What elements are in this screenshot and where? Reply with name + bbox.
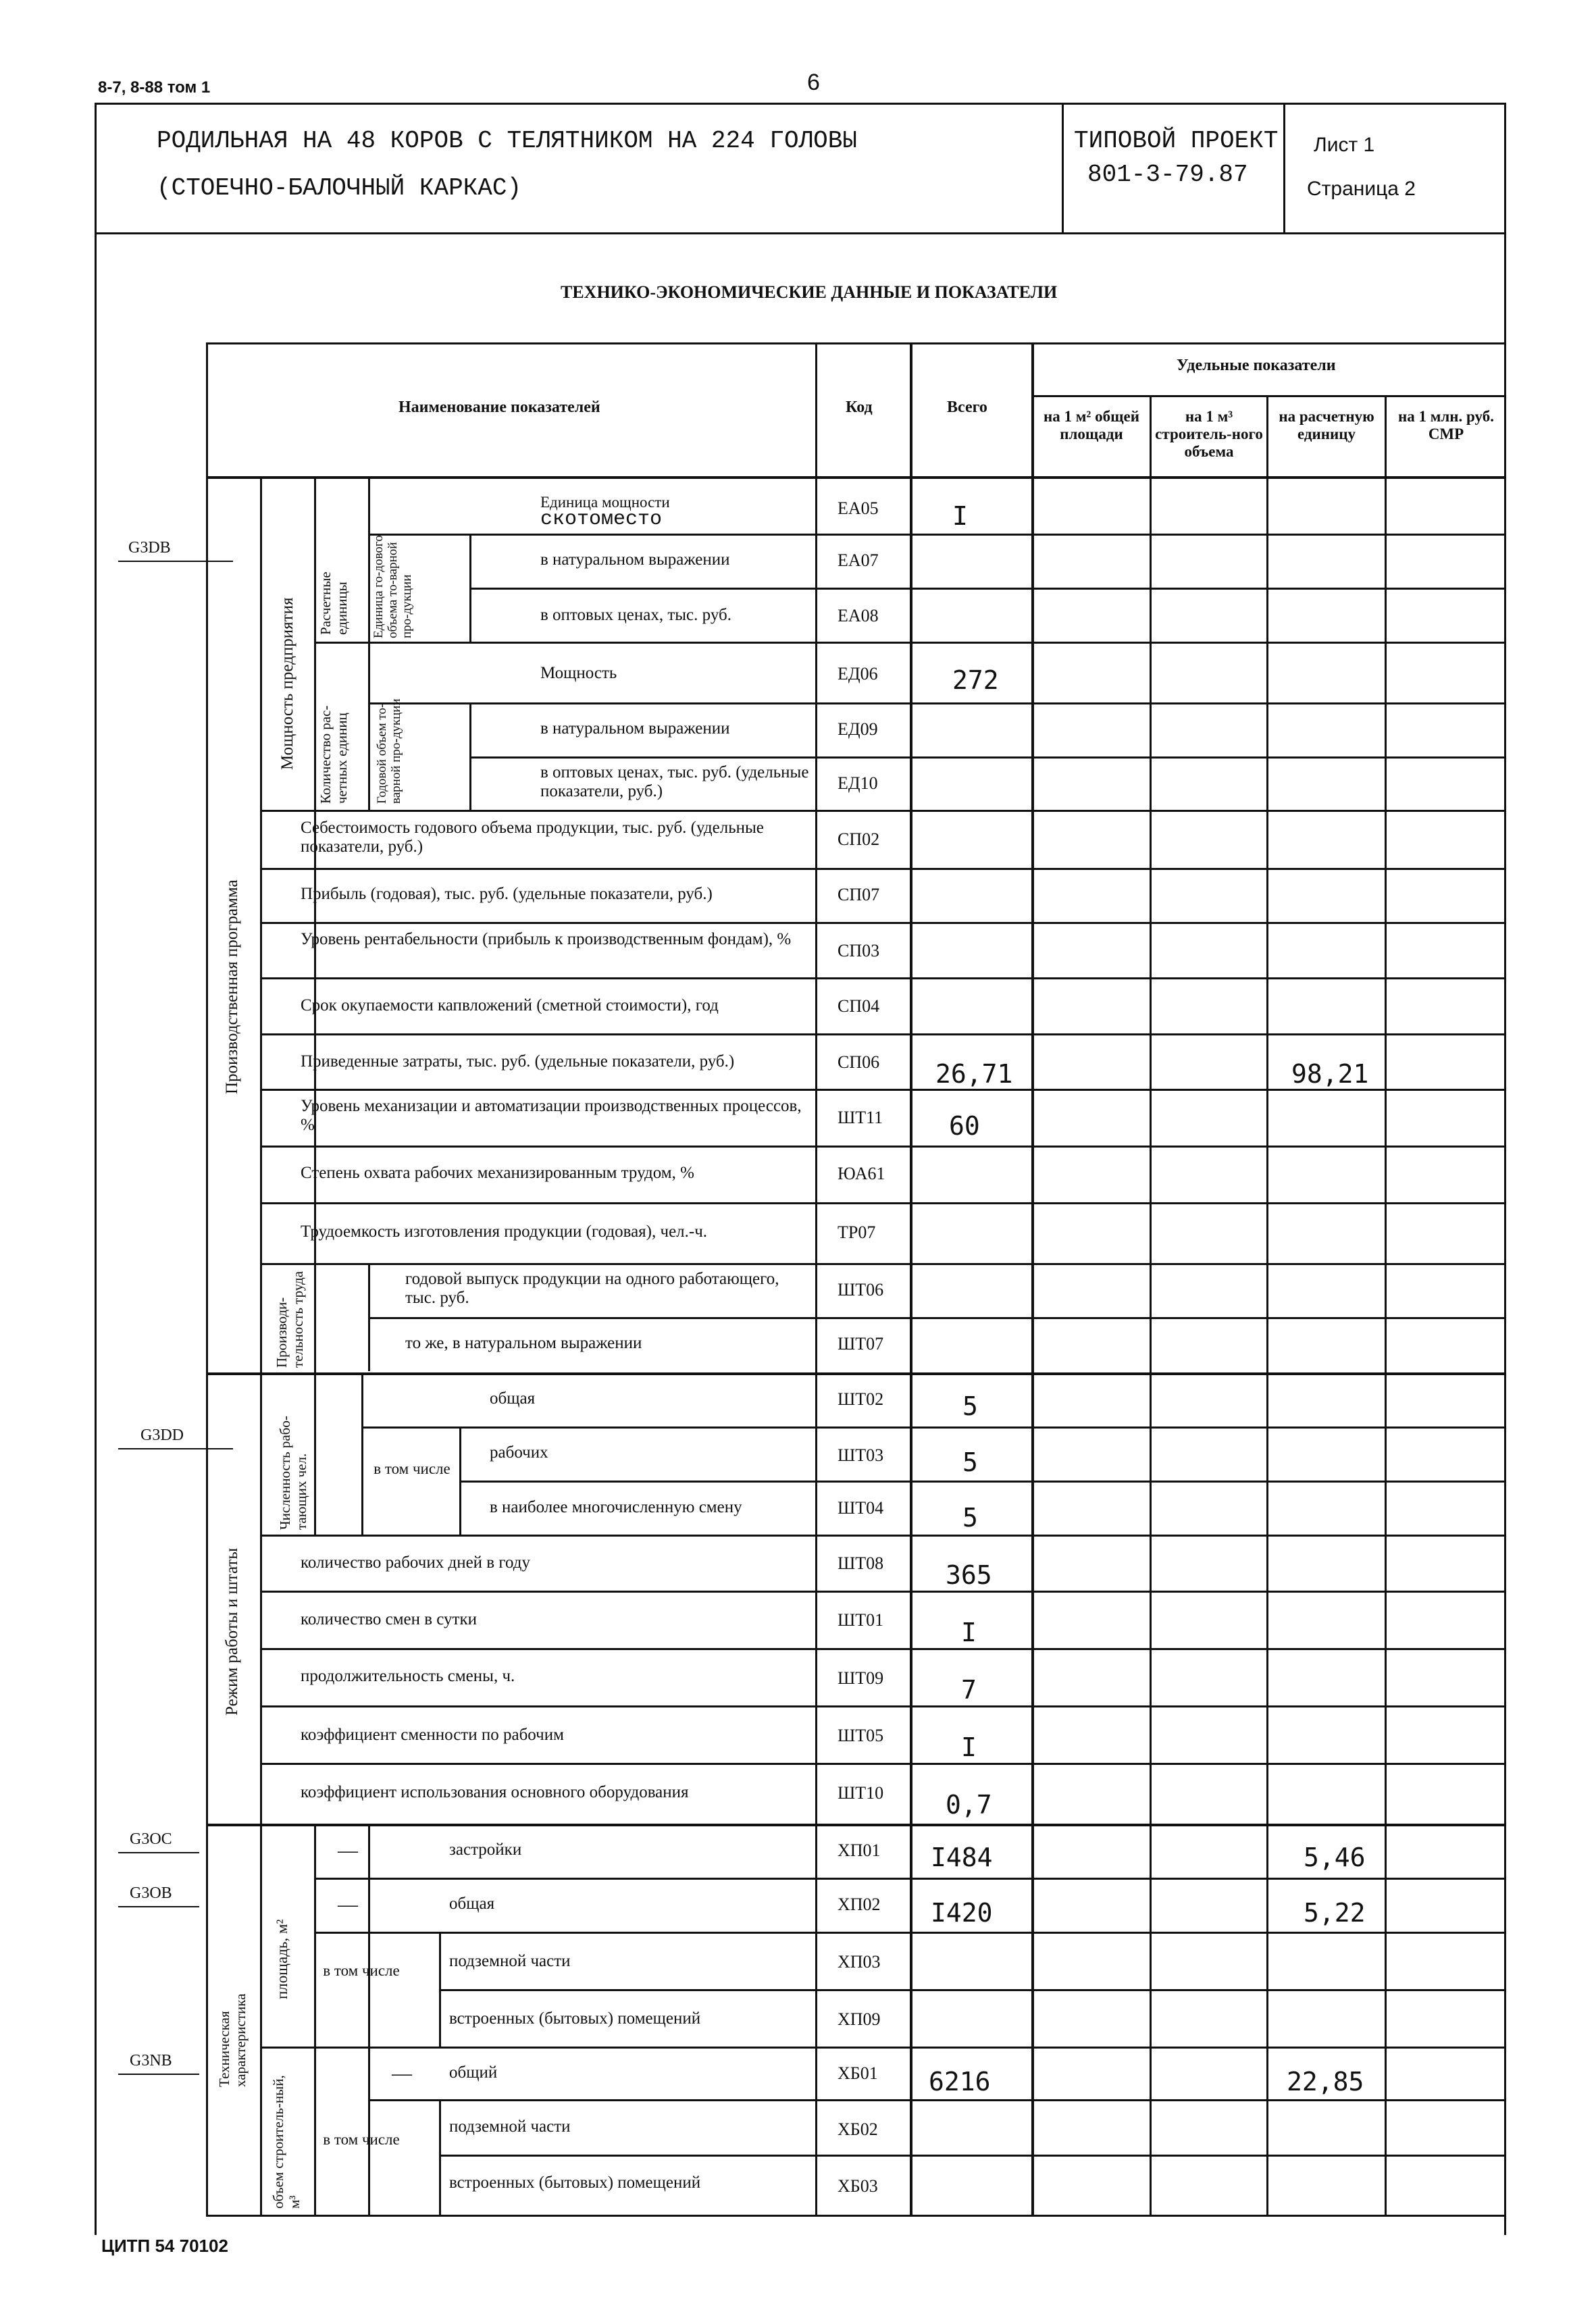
row-total: 0,7	[946, 1790, 992, 1820]
col-per-m2-header: на 1 м² общей площади	[1044, 408, 1139, 442]
row-code: ШТ08	[838, 1553, 884, 1573]
row-code: ЕД09	[838, 719, 878, 739]
row-code: ШТ10	[838, 1783, 884, 1803]
row-total: I420	[931, 1898, 993, 1928]
row-label: Единица мощности	[540, 494, 670, 511]
row-code: ШТ11	[838, 1108, 883, 1127]
row-label: в оптовых ценах, тыс. руб.	[540, 606, 731, 624]
row-label: Приведенные затраты, тыс. руб. (удельные показатели, руб.)	[301, 1052, 735, 1071]
row-code: ХБ03	[838, 2176, 878, 2196]
row-label: встроенных (бытовых) помещений	[449, 2174, 701, 2192]
row-label: коэффициент сменности по рабочим	[301, 1726, 564, 1744]
group-annual-volume-unit: Единица го-дового объема то-варной про-дукции	[371, 535, 414, 638]
col-name-header: Наименование показателей	[398, 398, 600, 416]
col-per-m3-header: на 1 м³ строитель-ного объема	[1155, 408, 1263, 460]
margin-code-g3db: G3DB	[128, 539, 171, 557]
row-code: СП07	[838, 885, 880, 904]
row-label: общая	[490, 1389, 536, 1408]
row-code: ХБ01	[838, 2063, 878, 2083]
row-per-unit: 5,46	[1304, 1843, 1366, 1872]
dash-marker: —	[338, 1839, 358, 1861]
page-number: 6	[807, 70, 820, 95]
margin-code-g3ob: G3OB	[130, 1884, 172, 1902]
series-label: 8-7, 8-88 том 1	[98, 78, 211, 97]
page-label: Страница 2	[1307, 178, 1416, 200]
row-total: 60	[949, 1111, 980, 1141]
project-number: 801-3-79.87	[1087, 161, 1248, 188]
row-code: СП06	[838, 1052, 880, 1072]
row-label: подземной части	[449, 1952, 571, 1970]
group-production-program: Производственная программа	[223, 879, 241, 1094]
row-code: СП04	[838, 996, 880, 1016]
group-tech-char: Техническая характеристика	[216, 1993, 249, 2087]
footer-code: ЦИТП 54 70102	[101, 2236, 228, 2256]
row-code: ЕД10	[838, 773, 878, 793]
row-total: I	[952, 501, 968, 531]
group-enterprise-capacity: Мощность предприятия	[278, 597, 297, 770]
row-label: Степень охвата рабочих механизированным трудом, %	[301, 1164, 694, 1182]
dash-marker: —	[392, 2062, 412, 2084]
row-label: Уровень рентабельности (прибыль к производственным фондам), %	[301, 930, 792, 948]
row-label: застройки	[449, 1841, 522, 1859]
group-annual-volume: Годовой объем то-варной про-дукции	[375, 698, 403, 804]
row-total: 5	[962, 1503, 978, 1533]
row-total: 7	[961, 1675, 977, 1705]
row-label: то же, в натуральном выражении	[405, 1334, 642, 1352]
dash-marker: —	[338, 1893, 358, 1916]
row-code: ШТ02	[838, 1389, 884, 1409]
row-code: ХП01	[838, 1841, 881, 1860]
row-total: 5	[962, 1447, 978, 1477]
row-per-unit: 5,22	[1304, 1898, 1366, 1928]
margin-code-g3dd: G3DD	[140, 1426, 184, 1444]
row-total: 26,71	[935, 1059, 1013, 1089]
row-label: в наиболее многочисленную смену	[490, 1498, 742, 1516]
group-num-calc-units: Количество рас-четных единиц	[317, 705, 350, 804]
row-label: Трудоемкость изготовления продукции (годовая), чел.-ч.	[301, 1223, 708, 1241]
row-label: продолжительность смены, ч.	[301, 1667, 515, 1685]
col-per-unit-header: на расчетную единицу	[1279, 408, 1374, 442]
row-label: Себестоимость годового объема продукции, тыс. руб. (удельные показатели, руб.)	[301, 819, 764, 856]
row-code: ШТ05	[838, 1726, 884, 1745]
row-label: подземной части	[449, 2117, 571, 2136]
row-code: СП02	[838, 829, 880, 849]
row-label: Срок окупаемости капвложений (сметной стоимости), год	[301, 996, 719, 1014]
row-label: Уровень механизации и автоматизации производственных процессов, %	[301, 1097, 802, 1134]
incl-label-volume: в том числе	[323, 2131, 400, 2148]
group-num-workers: Численность рабо-тающих чел.	[277, 1416, 309, 1530]
row-label: Мощность	[540, 664, 617, 682]
col-code-header: Код	[846, 398, 873, 416]
row-total: I	[961, 1732, 977, 1762]
row-label: в оптовых ценах, тыс. руб. (удельные показатели, руб.)	[540, 763, 809, 800]
row-code: ШТ03	[838, 1445, 884, 1465]
table-title: ТЕХНИКО-ЭКОНОМИЧЕСКИЕ ДАННЫЕ И ПОКАЗАТЕЛИ	[561, 282, 1058, 302]
header-box	[95, 103, 1506, 234]
row-code: ХП02	[838, 1895, 881, 1914]
row-code: ХБ02	[838, 2119, 878, 2139]
row-label: годовой выпуск продукции на одного работающего, тыс. руб.	[405, 1270, 779, 1307]
row-code: ЕА05	[838, 498, 879, 518]
col-total-header: Всего	[947, 398, 987, 416]
group-labor-productivity: Производи-тельность труда	[274, 1271, 306, 1368]
project-label: ТИПОВОЙ ПРОЕКТ	[1074, 127, 1279, 155]
row-label: количество рабочих дней в году	[301, 1553, 530, 1572]
row-code: ШТ09	[838, 1668, 884, 1688]
group-area: площадь, м²	[274, 1919, 290, 1999]
group-work-mode: Режим работы и штаты	[223, 1547, 241, 1716]
doc-title-line1: РОДИЛЬНАЯ НА 48 КОРОВ С ТЕЛЯТНИКОМ НА 224 ГОЛОВЫ	[157, 127, 857, 155]
group-calc-units: Расчетные единицы	[317, 571, 350, 635]
row-label: количество смен в сутки	[301, 1610, 478, 1628]
row-label: в натуральном выражении	[540, 550, 730, 569]
row-code: ЕД06	[838, 664, 878, 684]
group-volume: объем строитель-ный, м³	[270, 2075, 303, 2209]
row-label: Прибыль (годовая), тыс. руб. (удельные показатели, руб.)	[301, 885, 713, 903]
row-label: встроенных (бытовых) помещений	[449, 2009, 701, 2028]
row-code: ХП03	[838, 1952, 881, 1972]
row-per-unit: 98,21	[1291, 1059, 1369, 1089]
col-specific-header: Удельные показатели	[1177, 357, 1336, 374]
row-code: ЕА07	[838, 550, 879, 570]
sheet-label: Лист 1	[1314, 134, 1375, 156]
row-code: ТР07	[838, 1223, 876, 1242]
incl-label-workers: в том числе	[374, 1460, 451, 1477]
row-code: ШТ04	[838, 1498, 884, 1518]
row-code: СП03	[838, 941, 880, 960]
row-total: I484	[931, 1843, 993, 1872]
row-code: ШТ07	[838, 1334, 884, 1354]
margin-code-g3oc: G3OC	[130, 1830, 172, 1848]
row-total: I	[961, 1618, 977, 1647]
row-total: 6216	[929, 2067, 991, 2097]
row-per-unit: 22,85	[1287, 2067, 1364, 2097]
incl-label-area: в том числе	[323, 1962, 400, 1979]
row-total: 5	[962, 1391, 978, 1421]
row-label: общая	[449, 1895, 495, 1913]
row-label: общий	[449, 2063, 498, 2082]
row-code: ЕА08	[838, 606, 879, 625]
doc-title-line2: (СТОЕЧНО-БАЛОЧНЫЙ КАРКАС)	[157, 174, 522, 202]
row-total: 365	[946, 1560, 992, 1590]
col-per-mln-header: на 1 млн. руб. СМР	[1397, 408, 1494, 442]
margin-code-g3nb: G3NB	[130, 2052, 172, 2069]
row-code: ШТ01	[838, 1610, 884, 1630]
row-code: ЮА61	[838, 1164, 885, 1183]
row-total: 272	[952, 665, 999, 695]
row-sublabel: скотоместо	[540, 508, 663, 531]
row-code: ХП09	[838, 2009, 881, 2029]
row-label: рабочих	[490, 1443, 548, 1462]
row-label: в натуральном выражении	[540, 719, 730, 738]
row-code: ШТ06	[838, 1280, 884, 1300]
row-label: коэффициент использования основного оборудования	[301, 1783, 689, 1801]
